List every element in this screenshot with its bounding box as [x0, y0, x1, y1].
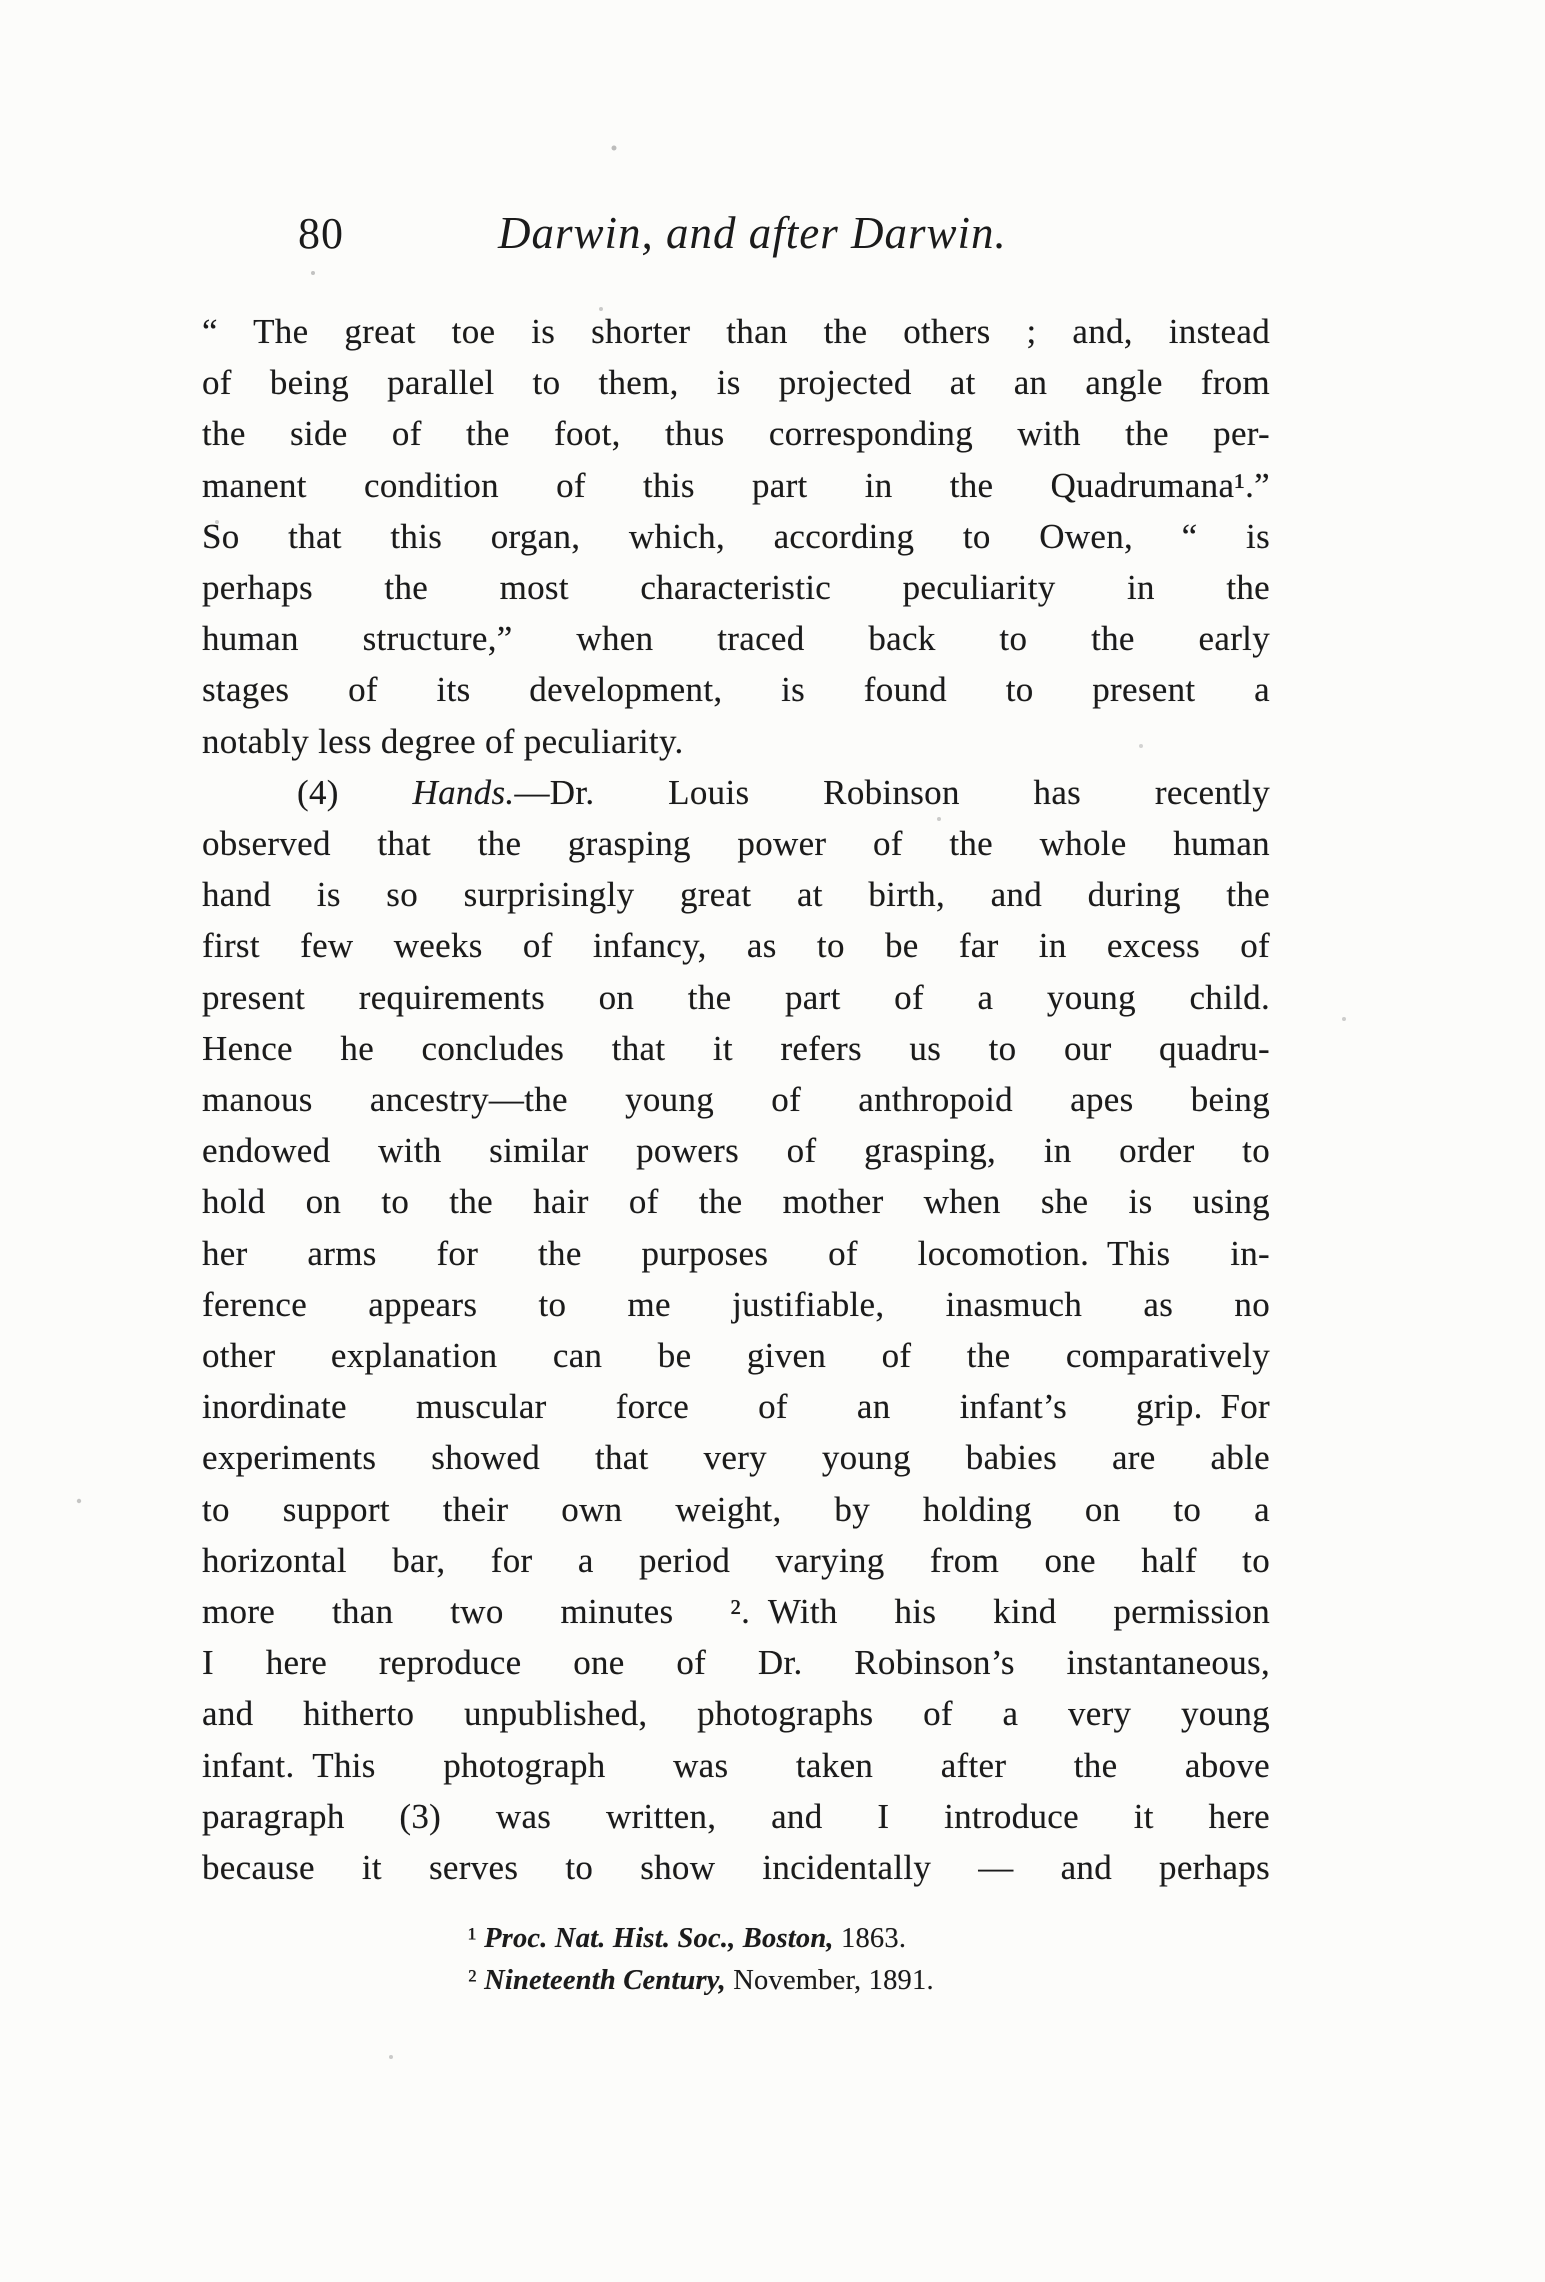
- text-line: hold on to the hair of the mother when she is using: [202, 1182, 1270, 1222]
- text-line: stages of its development, is found to present a: [202, 670, 1270, 710]
- text-line: endowed with similar powers of grasping, in order to: [202, 1131, 1270, 1171]
- text-line: manent condition of this part in the Quadrumana¹.”: [202, 465, 1270, 505]
- text-line: first few weeks of infancy, as to be far in excess of: [202, 926, 1270, 966]
- text-line: (4) Hands.—Dr. Louis Robinson has recently: [297, 772, 1270, 812]
- text-line: “ The great toe is shorter than the others ; and, instead: [202, 312, 1270, 351]
- text-line: manous ancestry—the young of anthropoid apes being: [202, 1080, 1270, 1120]
- text-line: So that this organ, which, according to Owen, “ is: [202, 516, 1270, 556]
- page-header: [202, 210, 1270, 270]
- footnote-line: ² Nineteenth Century, November, 1891.: [468, 1965, 934, 1996]
- text-line: the side of the foot, thus corresponding with the per-: [202, 414, 1270, 454]
- scan-speckles: [0, 0, 2, 2]
- text-line: experiments showed that very young babies are able: [202, 1438, 1270, 1478]
- text-line: notably less degree of peculiarity.: [202, 721, 684, 761]
- text-line: because it serves to show incidentally — and perhaps: [202, 1848, 1270, 1888]
- text-line: observed that the grasping power of the whole human: [202, 824, 1270, 864]
- text-line: infant. This photograph was taken after the above: [202, 1745, 1270, 1785]
- text-line: human structure,” when traced back to the early: [202, 619, 1270, 659]
- text-line: ference appears to me justifiable, inasmuch as no: [202, 1284, 1270, 1324]
- text-line: hand is so surprisingly great at birth, and during the: [202, 875, 1270, 915]
- text-line: present requirements on the part of a young child.: [202, 977, 1270, 1017]
- footnotes: [468, 1918, 1168, 2002]
- text-line: to support their own weight, by holding on to a: [202, 1489, 1270, 1529]
- text-line: I here reproduce one of Dr. Robinson’s instantaneous,: [202, 1643, 1270, 1683]
- text-line: other explanation can be given of the comparatively: [202, 1336, 1270, 1376]
- running-title: Darwin, and after Darwin.: [498, 208, 1007, 258]
- text-line: perhaps the most characteristic peculiarity in the: [202, 568, 1270, 608]
- text-line: her arms for the purposes of locomotion. This in-: [202, 1233, 1270, 1273]
- text-line: Hence he concludes that it refers us to our quadru-: [202, 1028, 1270, 1068]
- text-line: of being parallel to them, is projected at an angle from: [202, 363, 1270, 403]
- page-number: 80: [298, 209, 344, 258]
- text-line: more than two minutes ². With his kind permission: [202, 1592, 1270, 1632]
- text-line: inordinate muscular force of an infant’s grip. For: [202, 1387, 1270, 1427]
- text-line: paragraph (3) was written, and I introduce it here: [202, 1796, 1270, 1836]
- body-text: [202, 306, 1270, 1893]
- footnote-line: ¹ Proc. Nat. Hist. Soc., Boston, 1863.: [468, 1923, 907, 1954]
- text-line: and hitherto unpublished, photographs of a very young: [202, 1694, 1270, 1734]
- text-line: horizontal bar, for a period varying from one half to: [202, 1540, 1270, 1580]
